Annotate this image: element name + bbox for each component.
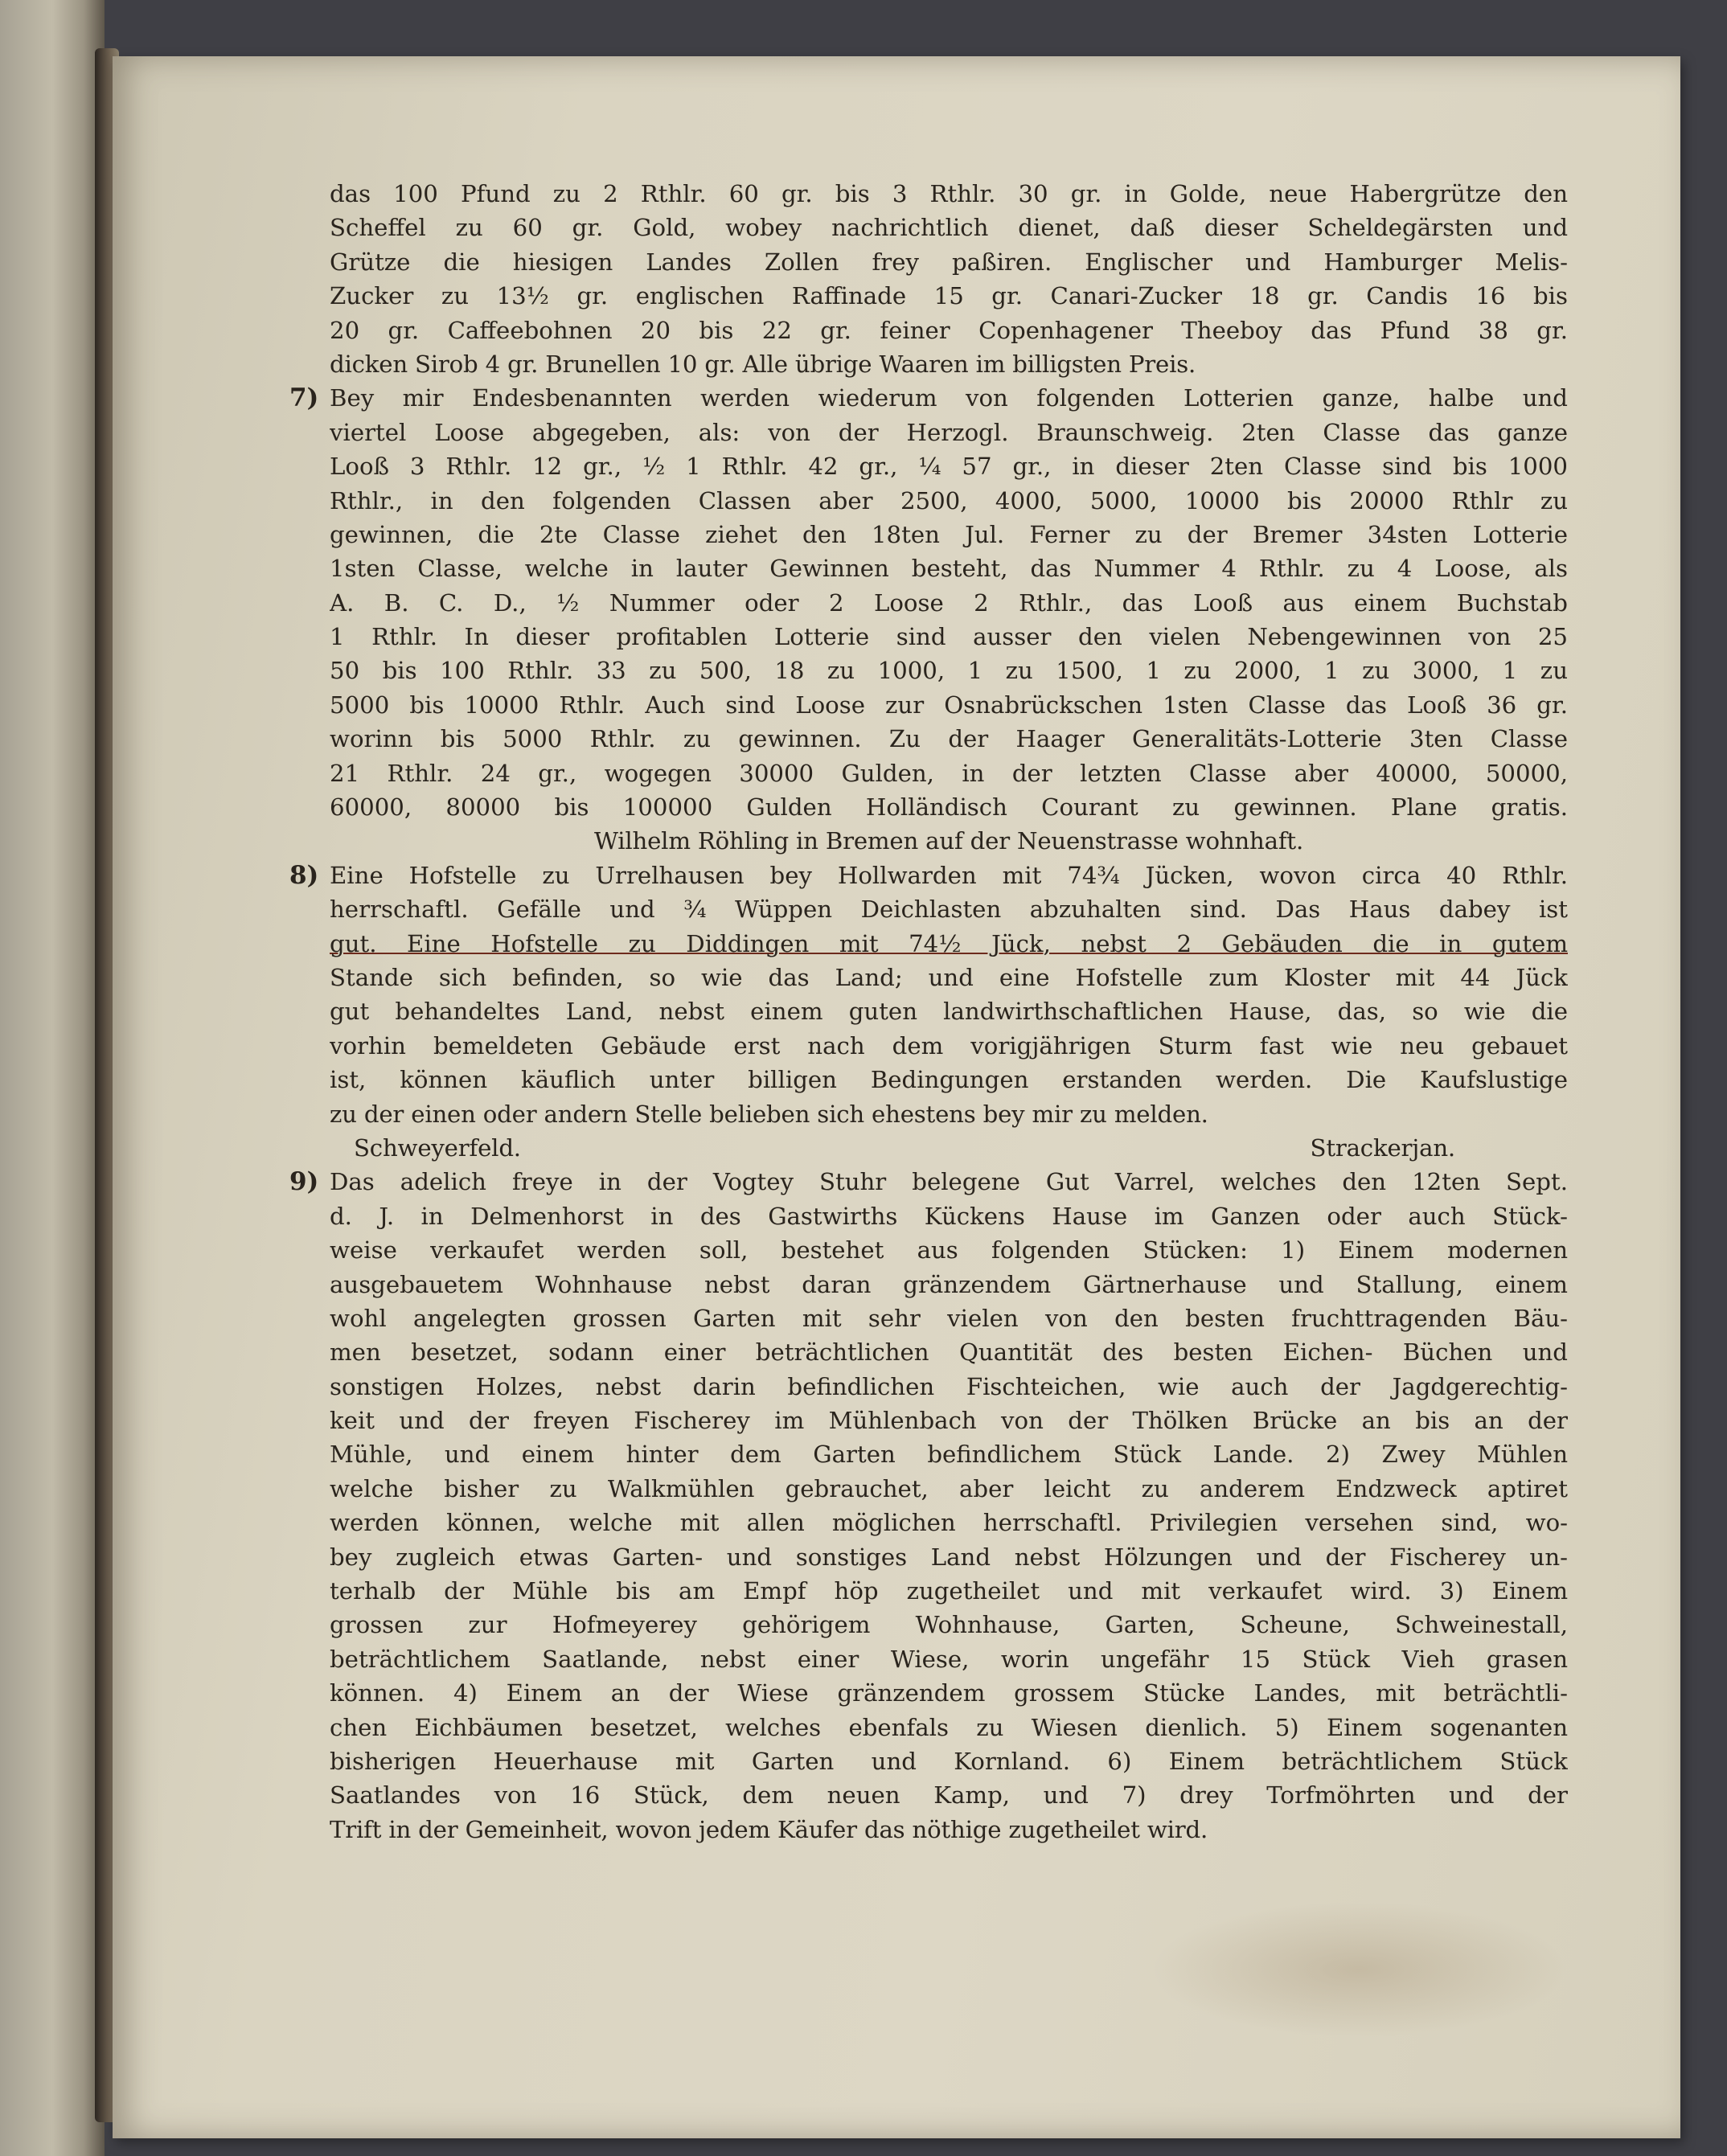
text-block	[289, 177, 1568, 1847]
entry-number: 9)	[289, 1167, 319, 1197]
text-line: Eine Hofstelle zu Urrelhausen bey Hollwarden mit 74¾ Jücken, wovon circa 40 Rthlr.	[330, 861, 1568, 889]
entry-number: 7)	[289, 383, 319, 413]
text-line: chen Eichbäumen besetzet, welches ebenfals zu Wiesen dienlich. 5) Einem sogenanten	[330, 1713, 1568, 1741]
text-line: gewinnen, die 2te Classe ziehet den 18ten Jul. Ferner zu der Bremer 34sten Lotterie	[330, 520, 1568, 548]
text-line: das 100 Pfund zu 2 Rthlr. 60 gr. bis 3 Rthlr. 30 gr. in Golde, neue Habergrütze den	[330, 180, 1568, 207]
text-line: gut behandeltes Land, nebst einem guten landwirthschaftlichen Hause, das, so wie die	[330, 998, 1568, 1026]
text-line: Grütze die hiesigen Landes Zollen frey paßiren. Englischer und Hamburger Melis-	[330, 248, 1568, 276]
text-line: Rthlr., in den folgenden Classen aber 2500, 4000, 5000, 10000 bis 20000 Rthlr zu	[330, 486, 1568, 514]
entry-8	[289, 859, 1568, 1166]
text-line: keit und der freyen Fischerey im Mühlenbach von der Thölken Brücke an bis an der	[330, 1407, 1568, 1435]
text-line: ist, können käuflich unter billigen Bedingungen erstanden werden. Die Kaufslustige	[330, 1066, 1568, 1094]
text-line: sonstigen Holzes, nebst darin befindlichen Fischteichen, wie auch der Jagdgerechtig-	[330, 1372, 1568, 1400]
text-line: Trift in der Gemeinheit, wovon jedem Käufer das nöthige zugetheilet wird.	[330, 1815, 1208, 1843]
text-line: dicken Sirob 4 gr. Brunellen 10 gr. Alle übrige Waaren im billigsten Preis.	[330, 350, 1196, 378]
text-line: Das adelich freye in der Vogtey Stuhr belegene Gut Varrel, welches den 12ten Sept.	[330, 1168, 1568, 1196]
entry-number: 8)	[289, 860, 319, 890]
text-line: beträchtlichem Saatlande, nebst einer Wiese, worin ungefähr 15 Stück Vieh grasen	[330, 1645, 1568, 1673]
text-line: gut. Eine Hofstelle zu Diddingen mit 74½ Jück, nebst 2 Gebäuden die in gutem	[330, 929, 1568, 957]
text-line: zu der einen oder andern Stelle belieben sich ehestens bey mir zu melden.	[330, 1100, 1208, 1128]
text-line: 60000, 80000 bis 100000 Gulden Holländisch Courant zu gewinnen. Plane gratis.	[330, 793, 1568, 822]
entry-signature: Wilhelm Röhling in Bremen auf der Neuenstrasse wohnhaft.	[593, 827, 1304, 855]
text-line: 21 Rthlr. 24 gr., wogegen 30000 Gulden, in der letzten Classe aber 40000, 50000,	[330, 759, 1568, 787]
document-page	[113, 56, 1680, 2138]
text-line: 1 Rthlr. In dieser profitablen Lotterie sind ausser den vielen Nebengewinnen von 25	[330, 623, 1568, 651]
text-line: worinn bis 5000 Rthlr. zu gewinnen. Zu der Haager Generalitäts-Lotterie 3ten Classe	[330, 725, 1568, 753]
text-line: grossen zur Hofmeyerey gehörigem Wohnhause, Garten, Scheune, Schweinestall,	[330, 1611, 1568, 1639]
text-line: terhalb der Mühle bis am Empf höp zugetheilet und mit verkaufet wird. 3) Einem	[330, 1577, 1568, 1605]
text-line: vorhin bemeldeten Gebäude erst nach dem vorigjährigen Sturm fast wie neu gebauet	[330, 1031, 1568, 1060]
text-line: d. J. in Delmenhorst in des Gastwirths Kückens Hause im Ganzen oder auch Stück-	[330, 1202, 1568, 1230]
text-line: Looß 3 Rthlr. 12 gr., ½ 1 Rthlr. 42 gr., ¼ 57 gr., in dieser 2ten Classe sind bis 1000	[330, 453, 1568, 481]
text-line: viertel Loose abgegeben, als: von der Herzogl. Braunschweig. 2ten Classe das ganze	[330, 418, 1568, 446]
entry-signature: Strackerjan.	[1310, 1133, 1455, 1162]
text-line: Zucker zu 13½ gr. englischen Raffinade 15 gr. Canari-Zucker 18 gr. Candis 16 bis	[330, 282, 1568, 310]
text-line: bey zugleich etwas Garten- und sonstiges Land nebst Hölzungen und der Fischerey un-	[330, 1543, 1568, 1571]
text-line: werden können, welche mit allen möglichen herrschaftl. Privilegien versehen sind, wo-	[330, 1509, 1568, 1537]
text-line: 50 bis 100 Rthlr. 33 zu 500, 18 zu 1000, 1 zu 1500, 1 zu 2000, 1 zu 3000, 1 zu	[330, 657, 1568, 685]
text-line: können. 4) Einem an der Wiese gränzendem grossem Stücke Landes, mit beträchtli-	[330, 1679, 1568, 1707]
text-line: 20 gr. Caffeebohnen 20 bis 22 gr. feiner Copenhagener Theeboy das Pfund 38 gr.	[330, 316, 1568, 344]
text-line: 5000 bis 10000 Rthlr. Auch sind Loose zur Osnabrückschen 1sten Classe das Looß 36 gr.	[330, 691, 1568, 719]
text-line: ausgebauetem Wohnhause nebst daran gränzendem Gärtnerhause und Stallung, einem	[330, 1270, 1568, 1298]
text-line: Mühle, und einem hinter dem Garten befindlichem Stück Lande. 2) Zwey Mühlen	[330, 1441, 1568, 1469]
paper-stain	[1150, 1901, 1568, 2038]
entry-9	[289, 1165, 1568, 1847]
text-line: 1sten Classe, welche in lauter Gewinnen besteht, das Nummer 4 Rthlr. zu 4 Loose, als	[330, 555, 1568, 583]
entry-7	[289, 381, 1568, 858]
text-line: Saatlandes von 16 Stück, dem neuen Kamp, und 7) drey Torfmöhrten und der	[330, 1781, 1568, 1810]
entry-continuation	[330, 177, 1568, 381]
text-line: weise verkaufet werden soll, bestehet aus folgenden Stücken: 1) Einem modernen	[330, 1236, 1568, 1264]
text-line: Bey mir Endesbenannten werden wiederum von folgenden Lotterien ganze, halbe und	[330, 384, 1568, 412]
text-line: Scheffel zu 60 gr. Gold, wobey nachrichtlich dienet, daß dieser Scheldegärsten und	[330, 214, 1568, 242]
left-page-edge	[0, 0, 105, 2156]
text-line: wohl angelegten grossen Garten mit sehr vielen von den besten fruchttragenden Bäu-	[330, 1304, 1568, 1332]
text-line: A. B. C. D., ½ Nummer oder 2 Loose 2 Rthlr., das Looß aus einem Buchstab	[330, 588, 1568, 617]
entry-place: Schweyerfeld.	[354, 1133, 521, 1162]
text-line: welche bisher zu Walkmühlen gebrauchet, aber leicht zu anderem Endzweck aptiret	[330, 1474, 1568, 1502]
text-line: Stande sich befinden, so wie das Land; und eine Hofstelle zum Kloster mit 44 Jück	[330, 963, 1568, 991]
text-line: herrschaftl. Gefälle und ¾ Wüppen Deichlasten abzuhalten sind. Das Haus dabey ist	[330, 896, 1568, 924]
text-line: men besetzet, sodann einer beträchtlichen Quantität des besten Eichen- Büchen und	[330, 1338, 1568, 1367]
text-line: bisherigen Heuerhause mit Garten und Kornland. 6) Einem beträchtlichem Stück	[330, 1747, 1568, 1775]
